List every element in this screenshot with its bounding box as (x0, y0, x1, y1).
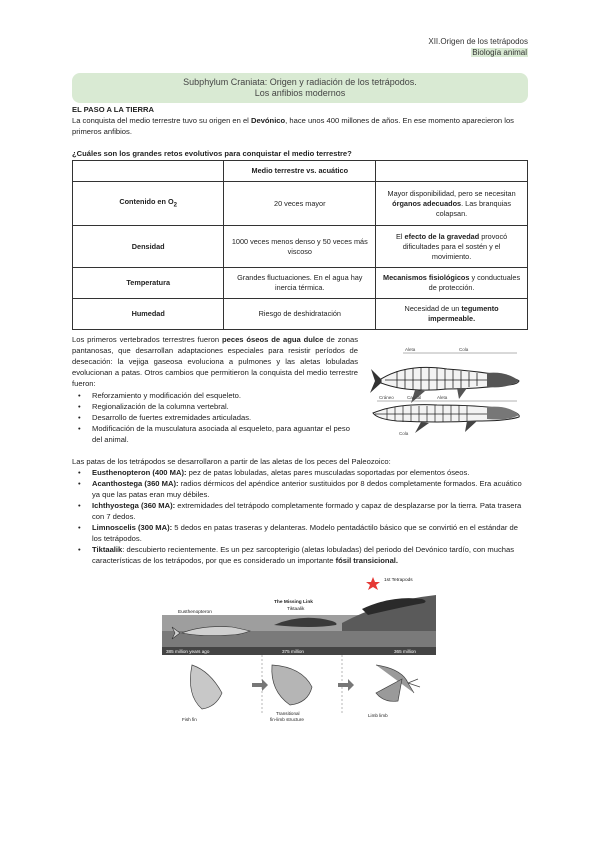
fig-time-1: 385 million years ago (166, 649, 210, 654)
consequence-cell (376, 182, 528, 226)
table-header-cell: Medio terrestre vs. acuático (224, 161, 376, 182)
table-header-empty (73, 161, 224, 182)
list-item: • Modificación de la musculatura asociada al esqueleto, para aguantar el peso del animal. (72, 423, 362, 445)
fig-label-fish-fin: Fish fin (182, 717, 197, 722)
comparison-cell: 1000 veces menos denso y 50 veces más viscoso (224, 226, 376, 268)
factor-cell: Densidad (73, 226, 224, 268)
chapter-title: XII.Origen de los tetrápodos (428, 37, 528, 46)
intro-paragraph (72, 115, 528, 137)
vert-bold: peces óseos de agua dulce (221, 335, 324, 344)
arrow-right-icon (252, 679, 268, 691)
limbs-list (72, 467, 528, 566)
fig-label-missing-link: The Missing Link (274, 600, 313, 605)
subject-title: Biología animal (472, 48, 527, 57)
consequence-bold: órganos adecuados (392, 198, 462, 208)
table-row (73, 182, 528, 226)
early-tetrapod-skeleton (373, 395, 519, 436)
vertebrates-paragraph (72, 334, 358, 389)
fig-label-fin-1: Aleta (405, 347, 416, 352)
list-item: • Reforzamiento y modificación del esqueleto. (72, 390, 362, 401)
fig-label-limb: Limb limb (368, 713, 388, 718)
adaptations-list (72, 390, 362, 445)
vert-text-2: de zonas pantanosas, que desarrollan adaptaciones especiales para resistir períodos de desecación: la vejiga gaseosa evoluciona a pulmones y las aletas lobuladas evolucionan a patas. Otros cambios que permitieron la conquista del medio terrestre fueron: (72, 335, 358, 388)
consequence-cell (376, 268, 528, 299)
table-header-row (73, 161, 528, 182)
species-bold-end: fósil transicional. (335, 556, 399, 565)
comparison-cell: Riesgo de deshidratación (224, 299, 376, 330)
fig-time-2: 375 million (282, 649, 304, 654)
list-item: • Regionalización de la columna vertebral. (72, 401, 362, 412)
fig-label-fin-2: Aleta (437, 395, 448, 400)
fig-label-transitional-2: fin-limb structure (270, 717, 304, 722)
banner-line-2: Los anfibios modernos (254, 88, 346, 98)
table-row (73, 299, 528, 330)
species-name: Tiktaalik (92, 545, 123, 554)
table-header-empty-2 (376, 161, 528, 182)
table-row (73, 268, 528, 299)
fig-label-caudal: Caudal (407, 395, 422, 400)
species-name: Limnoscelis (300 MA): (92, 523, 173, 532)
list-item (72, 500, 528, 522)
transitional-fin-illustration (272, 665, 312, 705)
table-row (73, 226, 528, 268)
consequence-bold: Mecanismos fisiológicos (383, 273, 470, 282)
fin-to-limb-evolution-figure (162, 575, 436, 723)
consequence-text: . Las branquias colapsan. (435, 198, 512, 218)
list-item (72, 478, 528, 500)
species-desc: extremidades del tetrápodo completamente formado y capaz de desplazarse por la tierra. Pata trasera con 7 dedos. (92, 501, 522, 521)
fish-skeleton-figure (367, 343, 525, 438)
list-item (72, 522, 528, 544)
fig-label-first-tetrapods: 1st Tetrapods (384, 578, 413, 583)
fig-label-tail-1: Cola (459, 347, 469, 352)
comparison-cell: Grandes fluctuaciones. En el agua hay inercia térmica. (224, 268, 376, 299)
species-name: Eusthenopteron (400 MA): (92, 468, 187, 477)
factor-cell (73, 182, 224, 226)
factor-subscript: 2 (173, 201, 178, 209)
factor-cell: Humedad (73, 299, 224, 330)
consequence-bold: tegumento impermeable. (428, 304, 499, 323)
limbs-intro: Las patas de los tetrápodos se desarrollaron a partir de las aletas de los peces del Paleozoico: (72, 457, 391, 466)
list-item (72, 467, 528, 478)
section-heading: EL PASO A LA TIERRA (72, 105, 154, 114)
arrow-right-icon (338, 679, 354, 691)
consequence-cell (376, 226, 528, 268)
limb-illustration (376, 665, 420, 701)
intro-text-2: , hace unos 400 millones de años. En ese momento aparecieron los primeros anfibios. (72, 116, 514, 136)
species-desc: : descubierto recientemente. Es un pez sarcopterigio (aletas lobuladas) del periodo del Devónico tardío, con muchas características de los tetrápodos, por que es considerado un importante (92, 545, 514, 565)
consequence-text: y conductuales de protección. (428, 273, 521, 292)
consequence-text: El (396, 231, 405, 241)
fig-time-3: 365 million (394, 649, 416, 654)
comparison-cell: 20 veces mayor (224, 182, 376, 226)
factor-label: Contenido en O (119, 196, 174, 206)
fig-label-transitional: Transitional (276, 711, 300, 716)
species-name: Ichthyostega (360 MA): (92, 501, 176, 510)
consequence-text: Mayor disponibilidad, pero se necesitan (387, 188, 516, 198)
fig-label-skull: Cráneo (379, 395, 394, 400)
consequence-text: Necesidad de un (404, 304, 462, 313)
page-header (428, 36, 528, 58)
intro-text-1: La conquista del medio terrestre tuvo su origen en el (72, 116, 251, 125)
species-desc: radios dérmicos del apéndice anterior sustituidos por 8 dedos completamente formados. Era acuático ya que las patas eran muy débiles. (92, 479, 522, 499)
banner-line-1: Subphylum Craniata: Origen y radiación de los tetrápodos. (183, 77, 417, 87)
consequence-text: provocó dificultades para el sostén y el movimiento. (402, 231, 508, 261)
species-desc: pez de patas lobuladas, aletas pares musculadas soportadas por elementos óseos. (186, 468, 470, 477)
species-name: Acanthostega (360 MA): (92, 479, 179, 488)
species-desc: 5 dedos en patas traseras y delanteras. Modelo pentadáctilo básico que se convirtió en el estándar de los tetrápodos. (92, 523, 518, 543)
factor-cell: Temperatura (73, 268, 224, 299)
fish-fin-illustration (190, 665, 222, 709)
consequence-cell (376, 299, 528, 330)
fig-label-tail-2: Cola (399, 431, 409, 436)
title-banner (72, 73, 528, 103)
intro-bold: Devónico (250, 116, 286, 125)
list-item (72, 544, 528, 566)
list-item: • Desarrollo de fuertes extremidades articuladas. (72, 412, 362, 423)
star-icon (366, 577, 380, 590)
challenges-table (72, 160, 528, 330)
table-question: ¿Cuáles son los grandes retos evolutivos para conquistar el medio terrestre? (72, 149, 352, 158)
fig-label-tiktaalik: Tiktaalik (287, 607, 305, 612)
vert-text-1: Los primeros vertebrados terrestres fueron (72, 335, 222, 344)
consequence-bold: efecto de la gravedad (404, 231, 480, 241)
fig-label-eusthenopteron: Eusthenopteron (178, 610, 212, 615)
